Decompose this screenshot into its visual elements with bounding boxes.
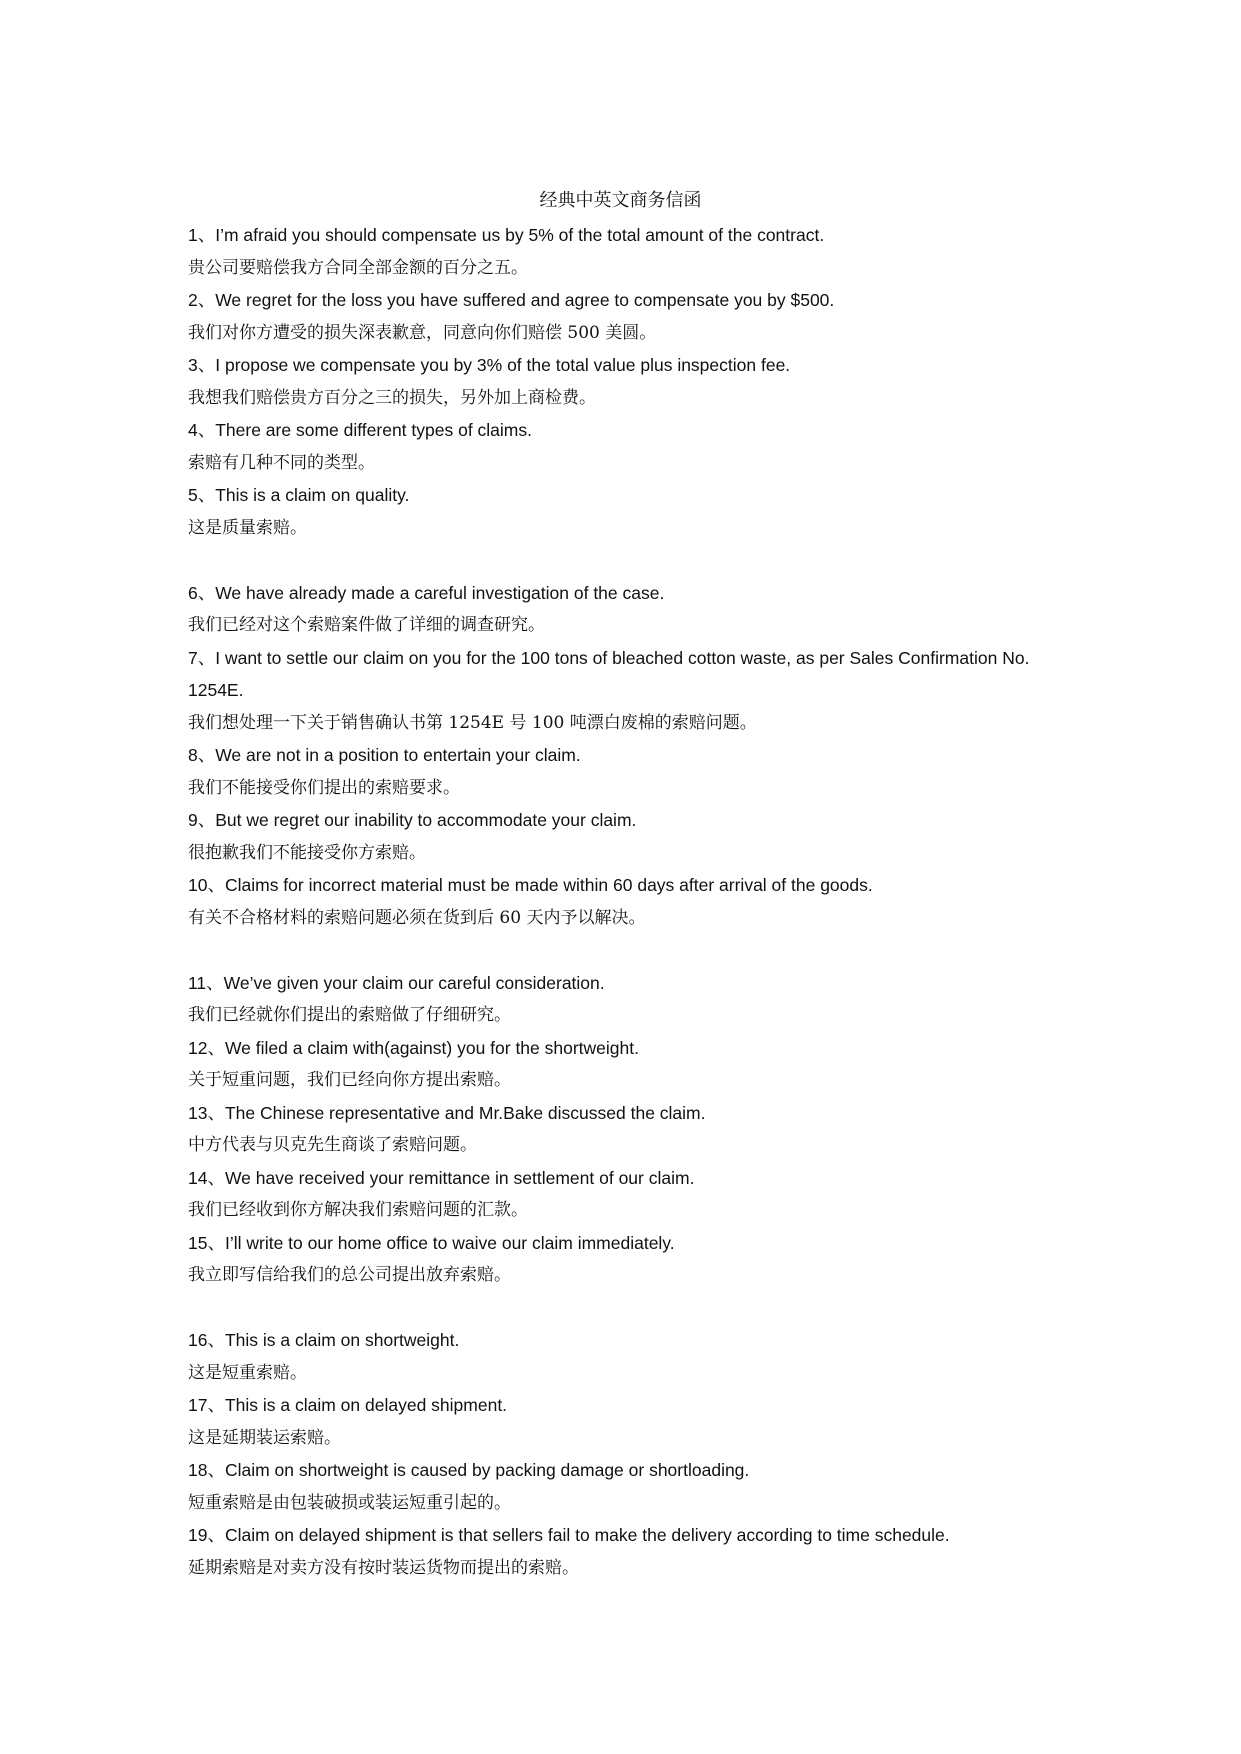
chinese-translation: 索赔有几种不同的类型。	[188, 452, 375, 473]
chinese-translation: 我们不能接受你们提出的索赔要求。	[188, 777, 460, 798]
section-gap	[188, 934, 1068, 967]
list-item	[188, 804, 1068, 869]
chinese-translation: 这是短重索赔。	[188, 1362, 307, 1383]
english-sentence: 7、I want to settle our claim on you for the 100 tons of bleached cotton waste, as per Sales Confirmation No. 1254E.	[188, 647, 1030, 700]
chinese-translation: 贵公司要赔偿我方合同全部金额的百分之五。	[188, 257, 528, 278]
list-item	[188, 1162, 1068, 1227]
list-item	[188, 739, 1068, 804]
list-item	[188, 869, 1068, 934]
list-item	[188, 1324, 1068, 1389]
chinese-translation: 我立即写信给我们的总公司提出放弃索赔。	[188, 1265, 511, 1285]
list-item	[188, 1454, 1068, 1519]
chinese-translation: 很抱歉我们不能接受你方索赔。	[188, 842, 426, 863]
english-sentence: 12、We filed a claim with(against) you for the shortweight.	[188, 1037, 639, 1058]
section-gap	[188, 1292, 1068, 1325]
chinese-translation: 我想我们赔偿贵方百分之三的损失，另外加上商检费。	[188, 387, 596, 408]
english-sentence: 6、We have already made a careful investigation of the case.	[188, 582, 665, 603]
english-sentence: 14、We have received your remittance in settlement of our claim.	[188, 1167, 695, 1188]
english-sentence: 13、The Chinese representative and Mr.Bake discussed the claim.	[188, 1102, 706, 1123]
list-item	[188, 414, 1068, 479]
list-item	[188, 1097, 1068, 1162]
chinese-translation: 这是延期装运索赔。	[188, 1427, 341, 1448]
english-sentence: 18、Claim on shortweight is caused by packing damage or shortloading.	[188, 1460, 750, 1480]
english-sentence: 8、We are not in a position to entertain your claim.	[188, 745, 581, 765]
chinese-translation: 我们对你方遭受的损失深表歉意，同意向你们赔偿 500 美圆。	[188, 322, 657, 343]
list-item	[188, 1519, 1068, 1584]
document-title: 经典中英文商务信函	[539, 190, 702, 211]
list-item	[188, 284, 1068, 349]
list-item	[188, 349, 1068, 414]
list-item	[188, 219, 1068, 284]
english-sentence: 5、This is a claim on quality.	[188, 485, 410, 505]
english-sentence: 11、We’ve given your claim our careful consideration.	[188, 972, 605, 993]
list-item	[188, 577, 1068, 642]
english-sentence: 10、Claims for incorrect material must be made within 60 days after arrival of the goods.	[188, 875, 873, 895]
list-item	[188, 1032, 1068, 1097]
chinese-translation: 这是质量索赔。	[188, 517, 307, 538]
section-gap	[188, 544, 1068, 577]
english-sentence: 1、I’m afraid you should compensate us by 5% of the total amount of the contract.	[188, 225, 825, 245]
chinese-translation: 我们已经收到你方解决我们索赔问题的汇款。	[188, 1200, 528, 1220]
english-sentence: 15、I’ll write to our home office to waive our claim immediately.	[188, 1232, 675, 1253]
chinese-translation: 延期索赔是对卖方没有按时装运货物而提出的索赔。	[188, 1557, 579, 1578]
chinese-translation: 短重索赔是由包装破损或装运短重引起的。	[188, 1492, 511, 1513]
english-sentence: 2、We regret for the loss you have suffered and agree to compensate you by $500.	[188, 290, 835, 310]
list-item	[188, 642, 1068, 740]
english-sentence: 3、I propose we compensate you by 3% of the total value plus inspection fee.	[188, 355, 791, 375]
english-sentence: 17、This is a claim on delayed shipment.	[188, 1395, 508, 1415]
english-sentence: 16、This is a claim on shortweight.	[188, 1330, 460, 1350]
chinese-translation: 我们想处理一下关于销售确认书第 1254E 号 100 吨漂白废棉的索赔问题。	[188, 712, 757, 733]
english-sentence: 4、There are some different types of claims.	[188, 420, 532, 440]
chinese-translation: 我们已经对这个索赔案件做了详细的调查研究。	[188, 615, 545, 635]
list-item	[188, 479, 1068, 544]
list-item	[188, 1389, 1068, 1454]
list-item	[188, 1227, 1068, 1292]
list-item	[188, 967, 1068, 1032]
english-sentence: 19、Claim on delayed shipment is that sellers fail to make the delivery according to time schedule.	[188, 1525, 950, 1545]
document-body	[188, 219, 1068, 1584]
chinese-translation: 中方代表与贝克先生商谈了索赔问题。	[188, 1135, 477, 1155]
chinese-translation: 有关不合格材料的索赔问题必须在货到后 60 天内予以解决。	[188, 907, 646, 928]
chinese-translation: 关于短重问题，我们已经向你方提出索赔。	[188, 1070, 511, 1090]
english-sentence: 9、But we regret our inability to accommodate your claim.	[188, 810, 637, 830]
chinese-translation: 我们已经就你们提出的索赔做了仔细研究。	[188, 1005, 511, 1025]
